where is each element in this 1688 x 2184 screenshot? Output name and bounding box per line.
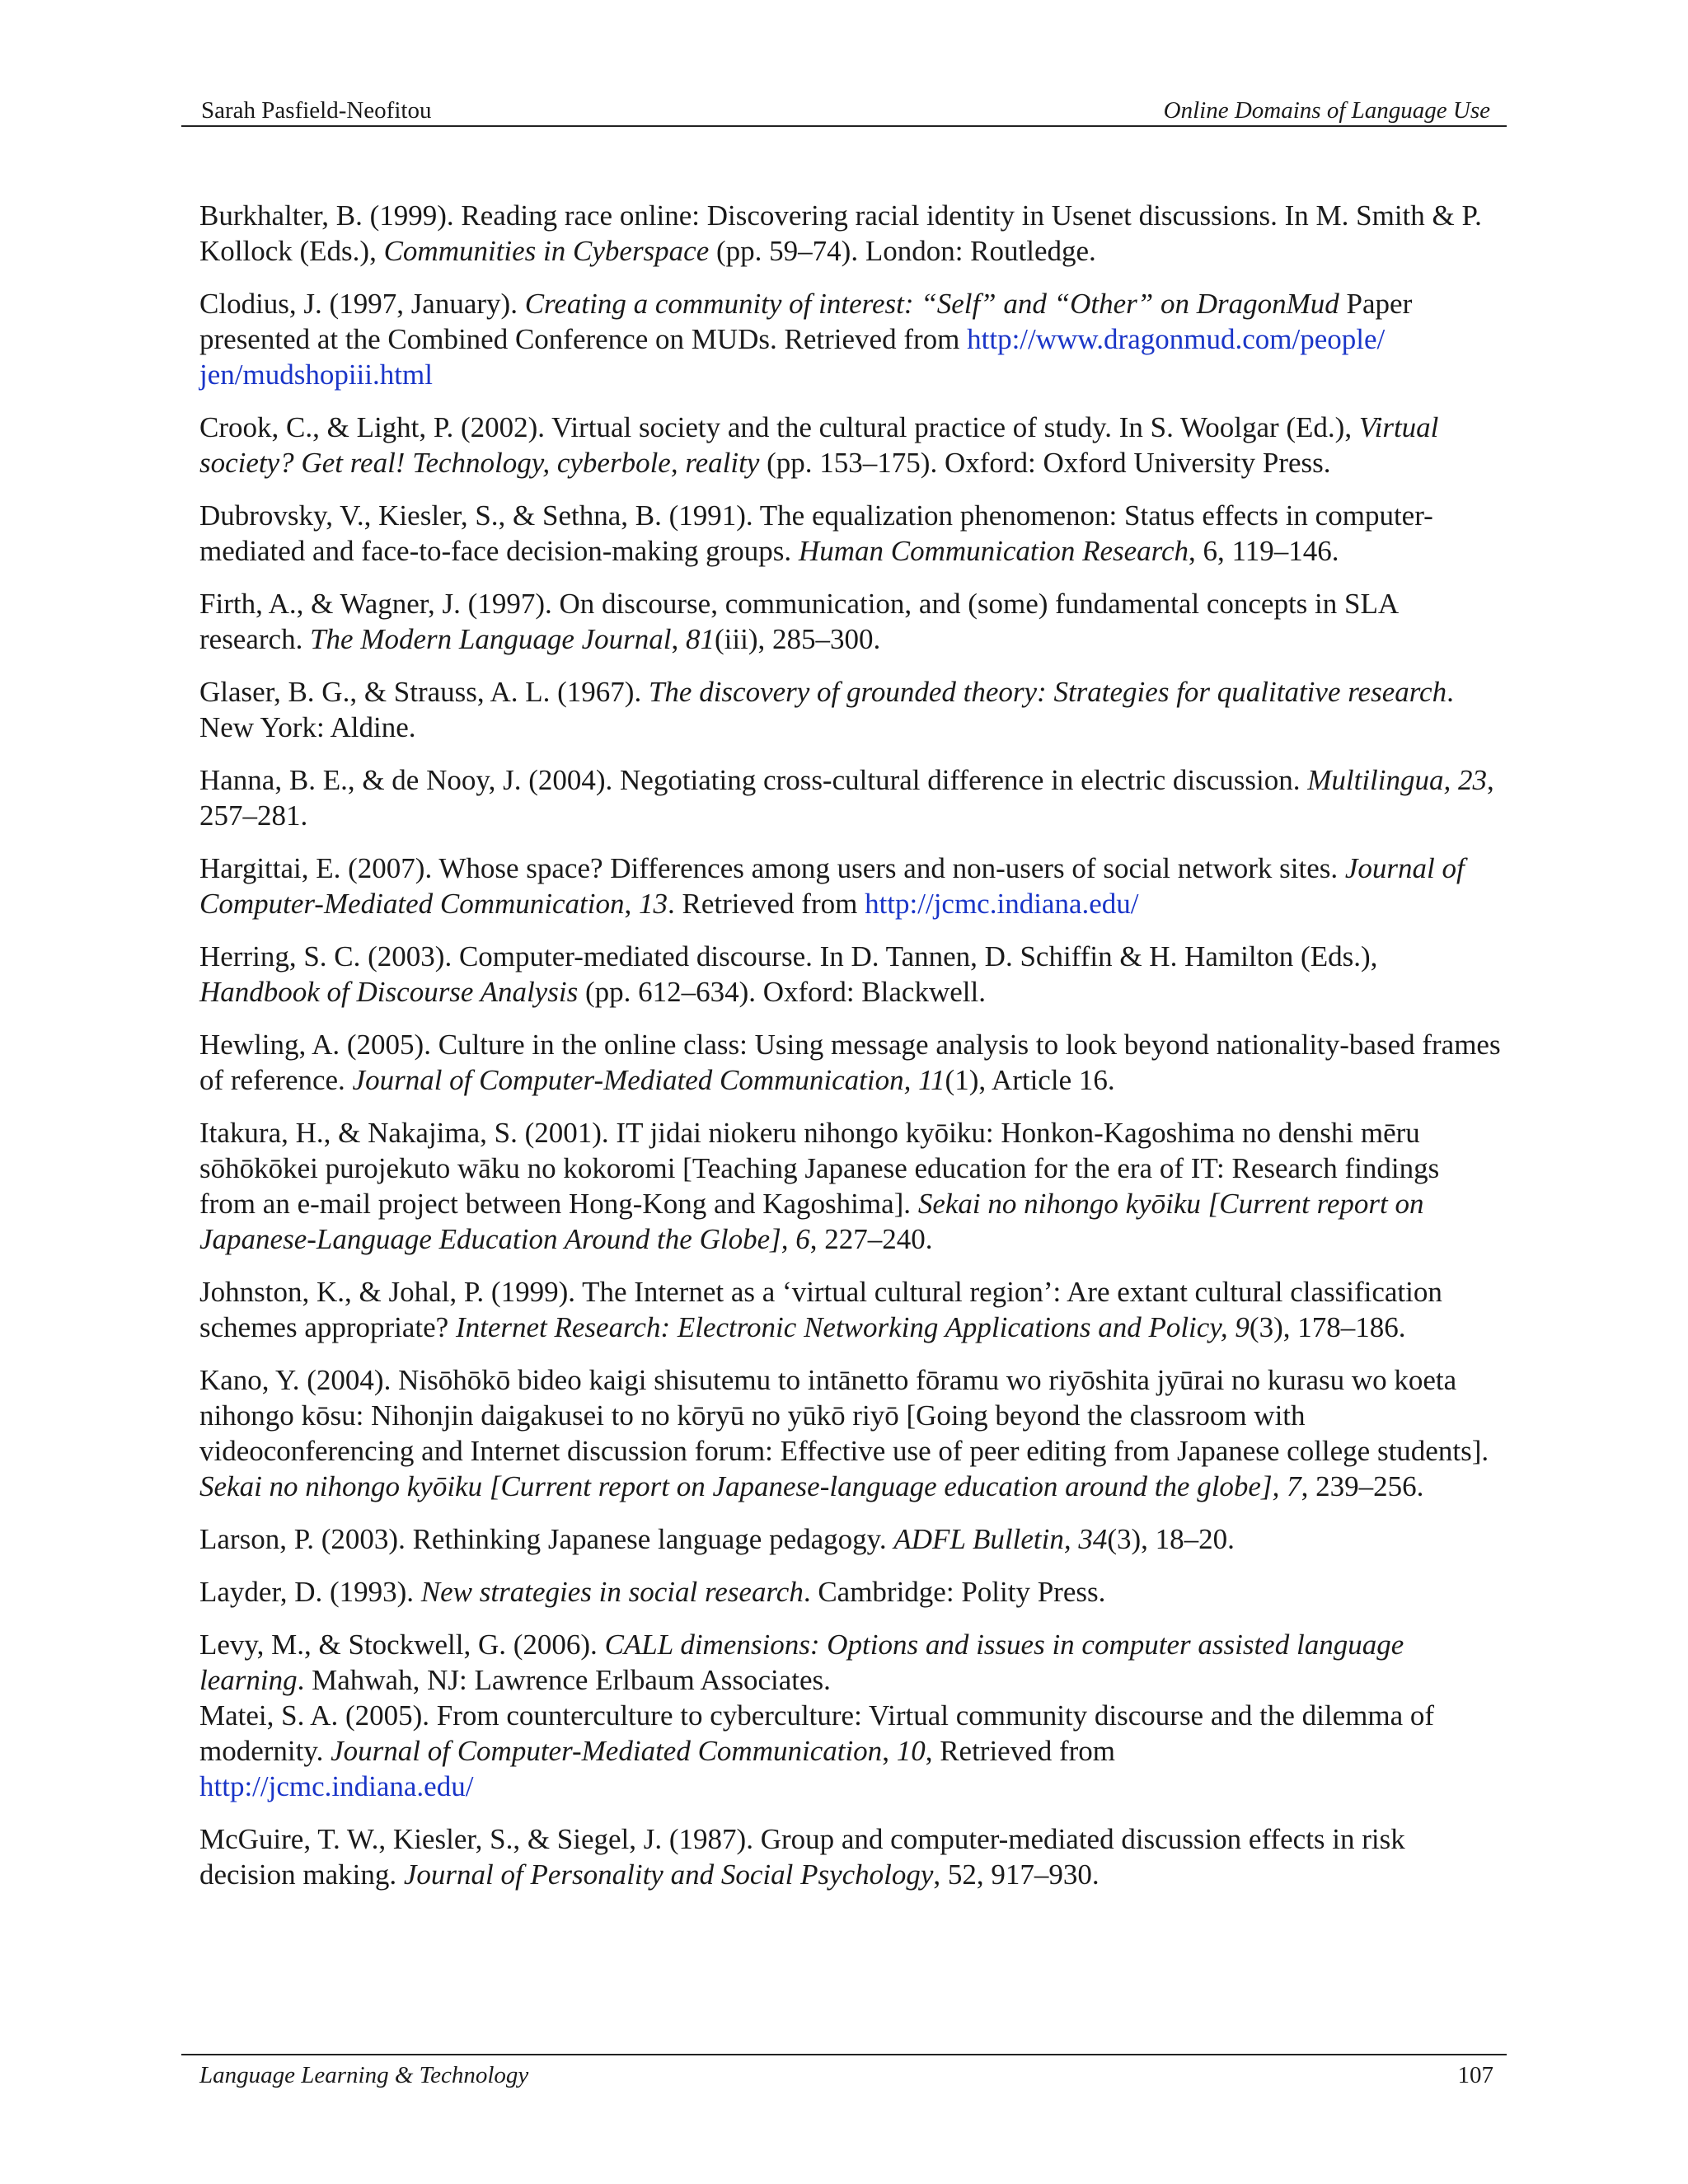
reference-text: , 227–240. xyxy=(809,1223,933,1255)
reference-link[interactable]: jen/mudshopiii.html xyxy=(199,359,433,391)
reference-entry xyxy=(199,1521,1502,1557)
reference-entry xyxy=(199,1027,1502,1098)
reference-text: , xyxy=(671,623,687,655)
reference-entry xyxy=(199,586,1502,657)
reference-text: (3), 18–20. xyxy=(1107,1523,1235,1555)
reference-text: Herring, S. C. (2003). Computer-mediated discourse. In D. Tannen, D. Schiffin & H. Hamilton (Eds.), xyxy=(199,940,1378,972)
reference-entry xyxy=(199,410,1502,480)
reference-text: , 239–256. xyxy=(1301,1470,1424,1502)
reference-text: Matei, S. A. (2005). From counterculture to cyberculture: Virtual community discourse and the dilemma of modernity. xyxy=(199,1699,1435,1767)
reference-italic-text: The Modern Language Journal xyxy=(310,623,672,655)
running-header xyxy=(181,92,1507,127)
reference-text: (pp. 153–175). Oxford: Oxford University Press. xyxy=(759,447,1331,479)
reference-text: (1), Article 16. xyxy=(945,1064,1115,1096)
reference-italic-text: Journal of Computer-Mediated Communication xyxy=(331,1735,883,1767)
reference-italic-text: Sekai no nihongo kyōiku [Current report on Japanese-Language Education Around the Globe], 6 xyxy=(199,1188,1424,1255)
reference-text: , xyxy=(882,1735,897,1767)
reference-text: Glaser, B. G., & Strauss, A. L. (1967). xyxy=(199,676,649,708)
reference-italic-text: Journal of Personality and Social Psychology xyxy=(403,1858,934,1891)
reference-italic-text: CALL dimensions: Options and issues in computer assisted language learning xyxy=(199,1629,1404,1696)
reference-text: Crook, C., & Light, P. (2002). Virtual society and the cultural practice of study. In S. Woolgar (Ed.), xyxy=(199,411,1359,443)
reference-text: Dubrovsky, V., Kiesler, S., & Sethna, B. (1991). The equalization phenomenon: Status effects in computer-mediated and face-to-face decision-making groups. xyxy=(199,499,1433,567)
reference-italic-text: 10 xyxy=(896,1735,926,1767)
reference-list xyxy=(199,198,1502,1910)
reference-entry xyxy=(199,1698,1502,1804)
reference-text: Kano, Y. (2004). Nisōhōkō bideo kaigi shisutemu to intānetto fōramu wo riyōshita jyūrai no kurasu wo koeta nihongo kōsu: Nihonjin daigakusei to no kōryū no yūkō riyō [Going beyond the classroom with videoconferencing and Internet discussion forum: Effective use of peer editing from Japanese college students]. xyxy=(199,1364,1489,1467)
reference-italic-text: The discovery of grounded theory: Strategies for qualitative research xyxy=(648,676,1447,708)
reference-entry xyxy=(199,198,1502,269)
reference-entry xyxy=(199,762,1502,833)
reference-italic-text: ADFL Bulletin, 34 xyxy=(893,1523,1108,1555)
reference-text: , xyxy=(624,888,639,920)
reference-text: . Retrieved from xyxy=(667,888,865,920)
reference-italic-text: Human Communication Research xyxy=(798,535,1189,567)
reference-text: , 257–281. xyxy=(199,764,1494,832)
running-footer xyxy=(181,2054,1507,2088)
reference-link[interactable]: http://jcmc.indiana.edu/ xyxy=(199,1770,474,1802)
reference-text: McGuire, T. W., Kiesler, S., & Siegel, J. (1987). Group and computer-mediated discussion effects in risk decision making. xyxy=(199,1823,1405,1891)
reference-text: . New York: Aldine. xyxy=(199,676,1454,743)
reference-link[interactable]: http://www.dragonmud.com/people/ xyxy=(967,323,1386,355)
reference-entry xyxy=(199,1627,1502,1698)
reference-entry xyxy=(199,1821,1502,1892)
reference-text: Firth, A., & Wagner, J. (1997). On discourse, communication, and (some) fundamental concepts in SLA research. xyxy=(199,588,1398,655)
reference-text: , Retrieved from xyxy=(925,1735,1116,1767)
reference-text: Hewling, A. (2005). Culture in the online class: Using message analysis to look beyond nationality-based frames of reference. xyxy=(199,1029,1501,1096)
reference-italic-text: Virtual society? Get real! Technology, cyberbole, reality xyxy=(199,411,1439,479)
reference-entry xyxy=(199,286,1502,392)
reference-entry xyxy=(199,1115,1502,1257)
reference-text: , 52, 917–930. xyxy=(933,1858,1100,1891)
reference-text: Levy, M., & Stockwell, G. (2006). xyxy=(199,1629,605,1661)
reference-text: Itakura, H., & Nakajima, S. (2001). IT jidai niokeru nihongo kyōiku: Honkon-Kagoshima no denshi mēru sōhōkōkei purojekuto wāku no kokoromi [Teaching Japanese education for the era of IT: Research findings from an e-mail project between Hong-Kong and Kagoshima]. xyxy=(199,1117,1440,1220)
footer-journal: Language Learning & Technology xyxy=(199,2062,529,2088)
reference-entry xyxy=(199,939,1502,1010)
reference-italic-text: New strategies in social research xyxy=(420,1576,804,1608)
reference-italic-text: Communities in Cyberspace xyxy=(383,235,710,267)
reference-text: (iii), 285–300. xyxy=(715,623,881,655)
reference-text: (pp. 612–634). Oxford: Blackwell. xyxy=(578,976,986,1008)
reference-italic-text: Handbook of Discourse Analysis xyxy=(199,976,579,1008)
reference-text: Johnston, K., & Johal, P. (1999). The Internet as a ‘virtual cultural region’: Are extant cultural classification schemes appropriate? xyxy=(199,1276,1442,1343)
header-title: Online Domains of Language Use xyxy=(1163,97,1490,124)
reference-italic-text: Multilingua, 23 xyxy=(1307,764,1487,796)
reference-italic-text: Internet Research: Electronic Networking Applications and Policy, 9 xyxy=(455,1311,1250,1343)
reference-italic-text: Sekai no nihongo kyōiku [Current report on Japanese-language education around the globe], 7 xyxy=(199,1470,1301,1502)
reference-text: Hanna, B. E., & de Nooy, J. (2004). Negotiating cross-cultural difference in electric discussion. xyxy=(199,764,1308,796)
reference-italic-text: Journal of Computer-Mediated Communication xyxy=(199,852,1465,920)
reference-text: (pp. 59–74). London: Routledge. xyxy=(709,235,1096,267)
reference-entry xyxy=(199,674,1502,745)
reference-text: . Cambridge: Polity Press. xyxy=(803,1576,1106,1608)
reference-link[interactable]: http://jcmc.indiana.edu/ xyxy=(865,888,1139,920)
reference-entry xyxy=(199,1274,1502,1345)
reference-entry xyxy=(199,851,1502,921)
reference-text: (3), 178–186. xyxy=(1249,1311,1406,1343)
header-author: Sarah Pasfield-Neofitou xyxy=(201,97,432,124)
reference-entry xyxy=(199,498,1502,569)
reference-text: Clodius, J. (1997, January). xyxy=(199,288,525,320)
reference-italic-text: Journal of Computer-Mediated Communication, 11 xyxy=(352,1064,945,1096)
reference-entry xyxy=(199,1362,1502,1504)
reference-entry xyxy=(199,1574,1502,1610)
reference-text: Burkhalter, B. (1999). Reading race online: Discovering racial identity in Usenet discussions. In M. Smith & P. Kollock (Eds.), xyxy=(199,199,1482,267)
reference-italic-text: 13 xyxy=(638,888,668,920)
reference-text: Paper presented at the Combined Conference on MUDs. Retrieved from xyxy=(199,288,1413,355)
reference-text: Hargittai, E. (2007). Whose space? Differences among users and non-users of social network sites. xyxy=(199,852,1345,884)
reference-text: , 6, 119–146. xyxy=(1189,535,1339,567)
page-number: 107 xyxy=(1457,2062,1493,2088)
reference-text: Layder, D. (1993). xyxy=(199,1576,421,1608)
reference-text: Larson, P. (2003). Rethinking Japanese language pedagogy. xyxy=(199,1523,894,1555)
reference-text: . Mahwah, NJ: Lawrence Erlbaum Associates. xyxy=(297,1664,831,1696)
reference-italic-text: Creating a community of interest: “Self” and “Other” on DragonMud xyxy=(524,288,1339,320)
reference-italic-text: 81 xyxy=(686,623,715,655)
